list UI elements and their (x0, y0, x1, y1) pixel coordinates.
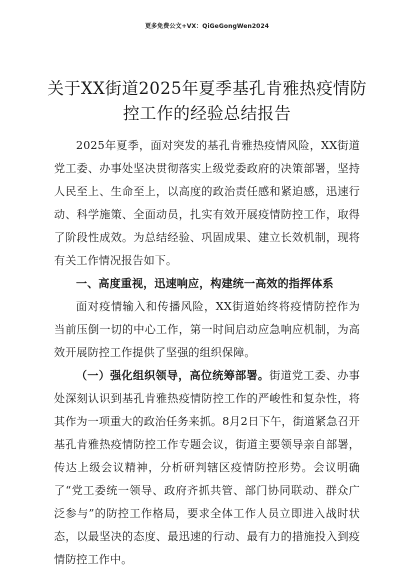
header-note: 更多免费公文+VX：QiGeGongWen2024 (144, 23, 269, 30)
subsection-text: 街道党工委、办事处深刻认识到基孔肯雅热疫情防控工作的严峻性和复杂性，将其作为一项重大的政治任务来抓。8月2日下午，街道紧急召开基孔肯雅热疫情防控工作专题会议，街道主要领导亲自部署，传达上级会议精神，分析研判辖区疫情防控形势。会议明确了“党工委统一领导、政府齐抓共管、部门协同联动、群众广泛参与”的防控工作格局，要求全体工作人员立即进入战时状态，以最坚决的态度、最迅速的行动、最有力的措施投入到疫情防控工作中。 (54, 369, 360, 566)
subsection-paragraph (54, 364, 360, 571)
body-paragraph: 面对疫情输入和传播风险，XX街道始终将疫情防控作为当前压倒一切的中心工作，第一时间启动应急响应机制，为高效开展防控工作提供了坚强的组织保障。 (54, 300, 360, 359)
document-title: 关于XX街道2025年夏季基孔肯雅热疫情防控工作的经验总结报告 (47, 79, 367, 123)
subsection-heading: （一）强化组织领导，高位统筹部署。 (76, 369, 270, 382)
intro-paragraph: 2025年夏季，面对突发的基孔肯雅热疫情风险，XX街道党工委、办事处坚决贯彻落实上级党委政府的决策部署，坚持人民至上、生命至上，以高度的政治责任感和紧迫感，迅速行动、科学施策、全面动员，扎实有效开展疫情防控工作，取得了阶段性成效。为总结经验、巩固成果、建立长效机制，现将有关工作情况报告如下。 (54, 139, 360, 267)
section-heading-1: 一、高度重视，迅速响应，构建统一高效的指挥体系 (76, 277, 334, 290)
